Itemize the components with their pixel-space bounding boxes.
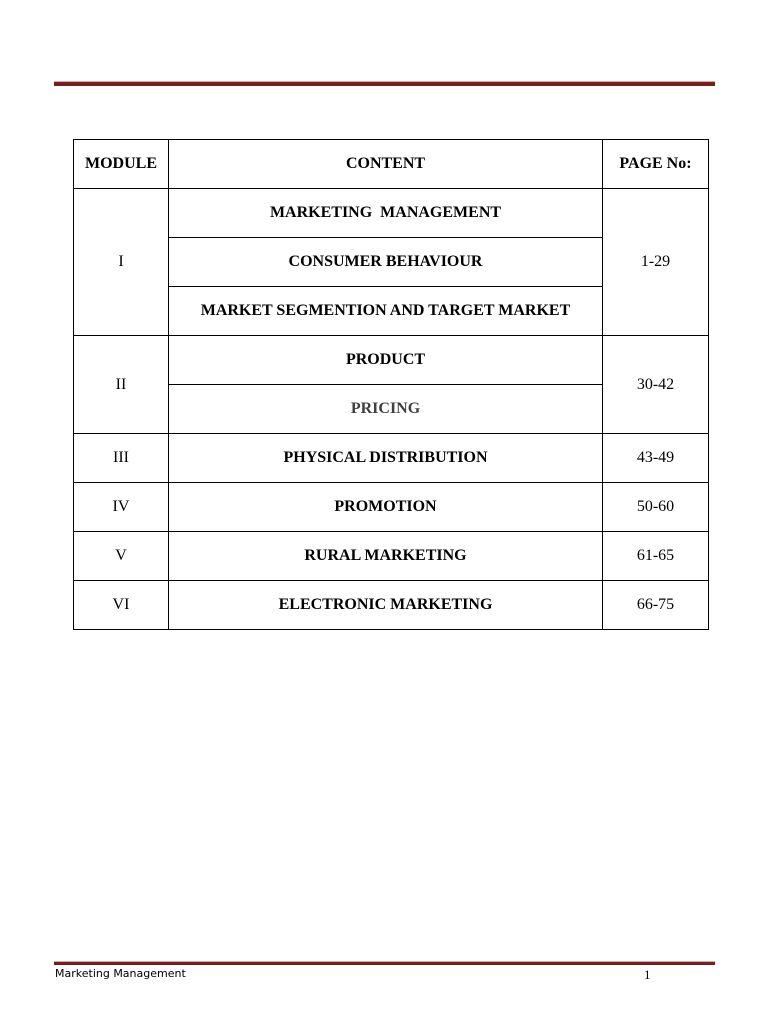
page-range: 50-60: [603, 483, 709, 532]
page-range: 61-65: [603, 532, 709, 581]
page-number: 1: [644, 967, 651, 982]
module-number: III: [74, 434, 169, 483]
table-row: [74, 532, 709, 581]
table-header-row: [74, 140, 709, 189]
table-row: [74, 581, 709, 630]
table-row: [74, 434, 709, 483]
page-range: 66-75: [603, 581, 709, 630]
page-header: PAGE No:: [603, 140, 709, 189]
header-rule: [54, 81, 715, 86]
table-row: [74, 189, 709, 238]
module-topic: RURAL MARKETING: [169, 532, 603, 581]
table-row: [74, 483, 709, 532]
table-row: [74, 336, 709, 385]
module-topic: PROMOTION: [169, 483, 603, 532]
module-topic: ELECTRONIC MARKETING: [169, 581, 603, 630]
module-number: II: [74, 336, 169, 434]
module-topic: PRODUCT: [169, 336, 603, 385]
footer-rule: [54, 961, 715, 965]
module-number: V: [74, 532, 169, 581]
module-topic: PHYSICAL DISTRIBUTION: [169, 434, 603, 483]
page-range: 1-29: [603, 189, 709, 336]
module-header: MODULE: [74, 140, 169, 189]
module-topic: CONSUMER BEHAVIOUR: [169, 238, 603, 287]
module-topic: MARKETING MANAGEMENT: [169, 189, 603, 238]
module-number: VI: [74, 581, 169, 630]
module-topic: MARKET SEGMENTION AND TARGET MARKET: [169, 287, 603, 336]
footer-title: Marketing Management: [55, 967, 186, 980]
content-header: CONTENT: [169, 140, 603, 189]
page-range: 43-49: [603, 434, 709, 483]
module-number: I: [74, 189, 169, 336]
page-range: 30-42: [603, 336, 709, 434]
module-number: IV: [74, 483, 169, 532]
module-topic: PRICING: [169, 385, 603, 434]
contents-table: [73, 139, 709, 630]
